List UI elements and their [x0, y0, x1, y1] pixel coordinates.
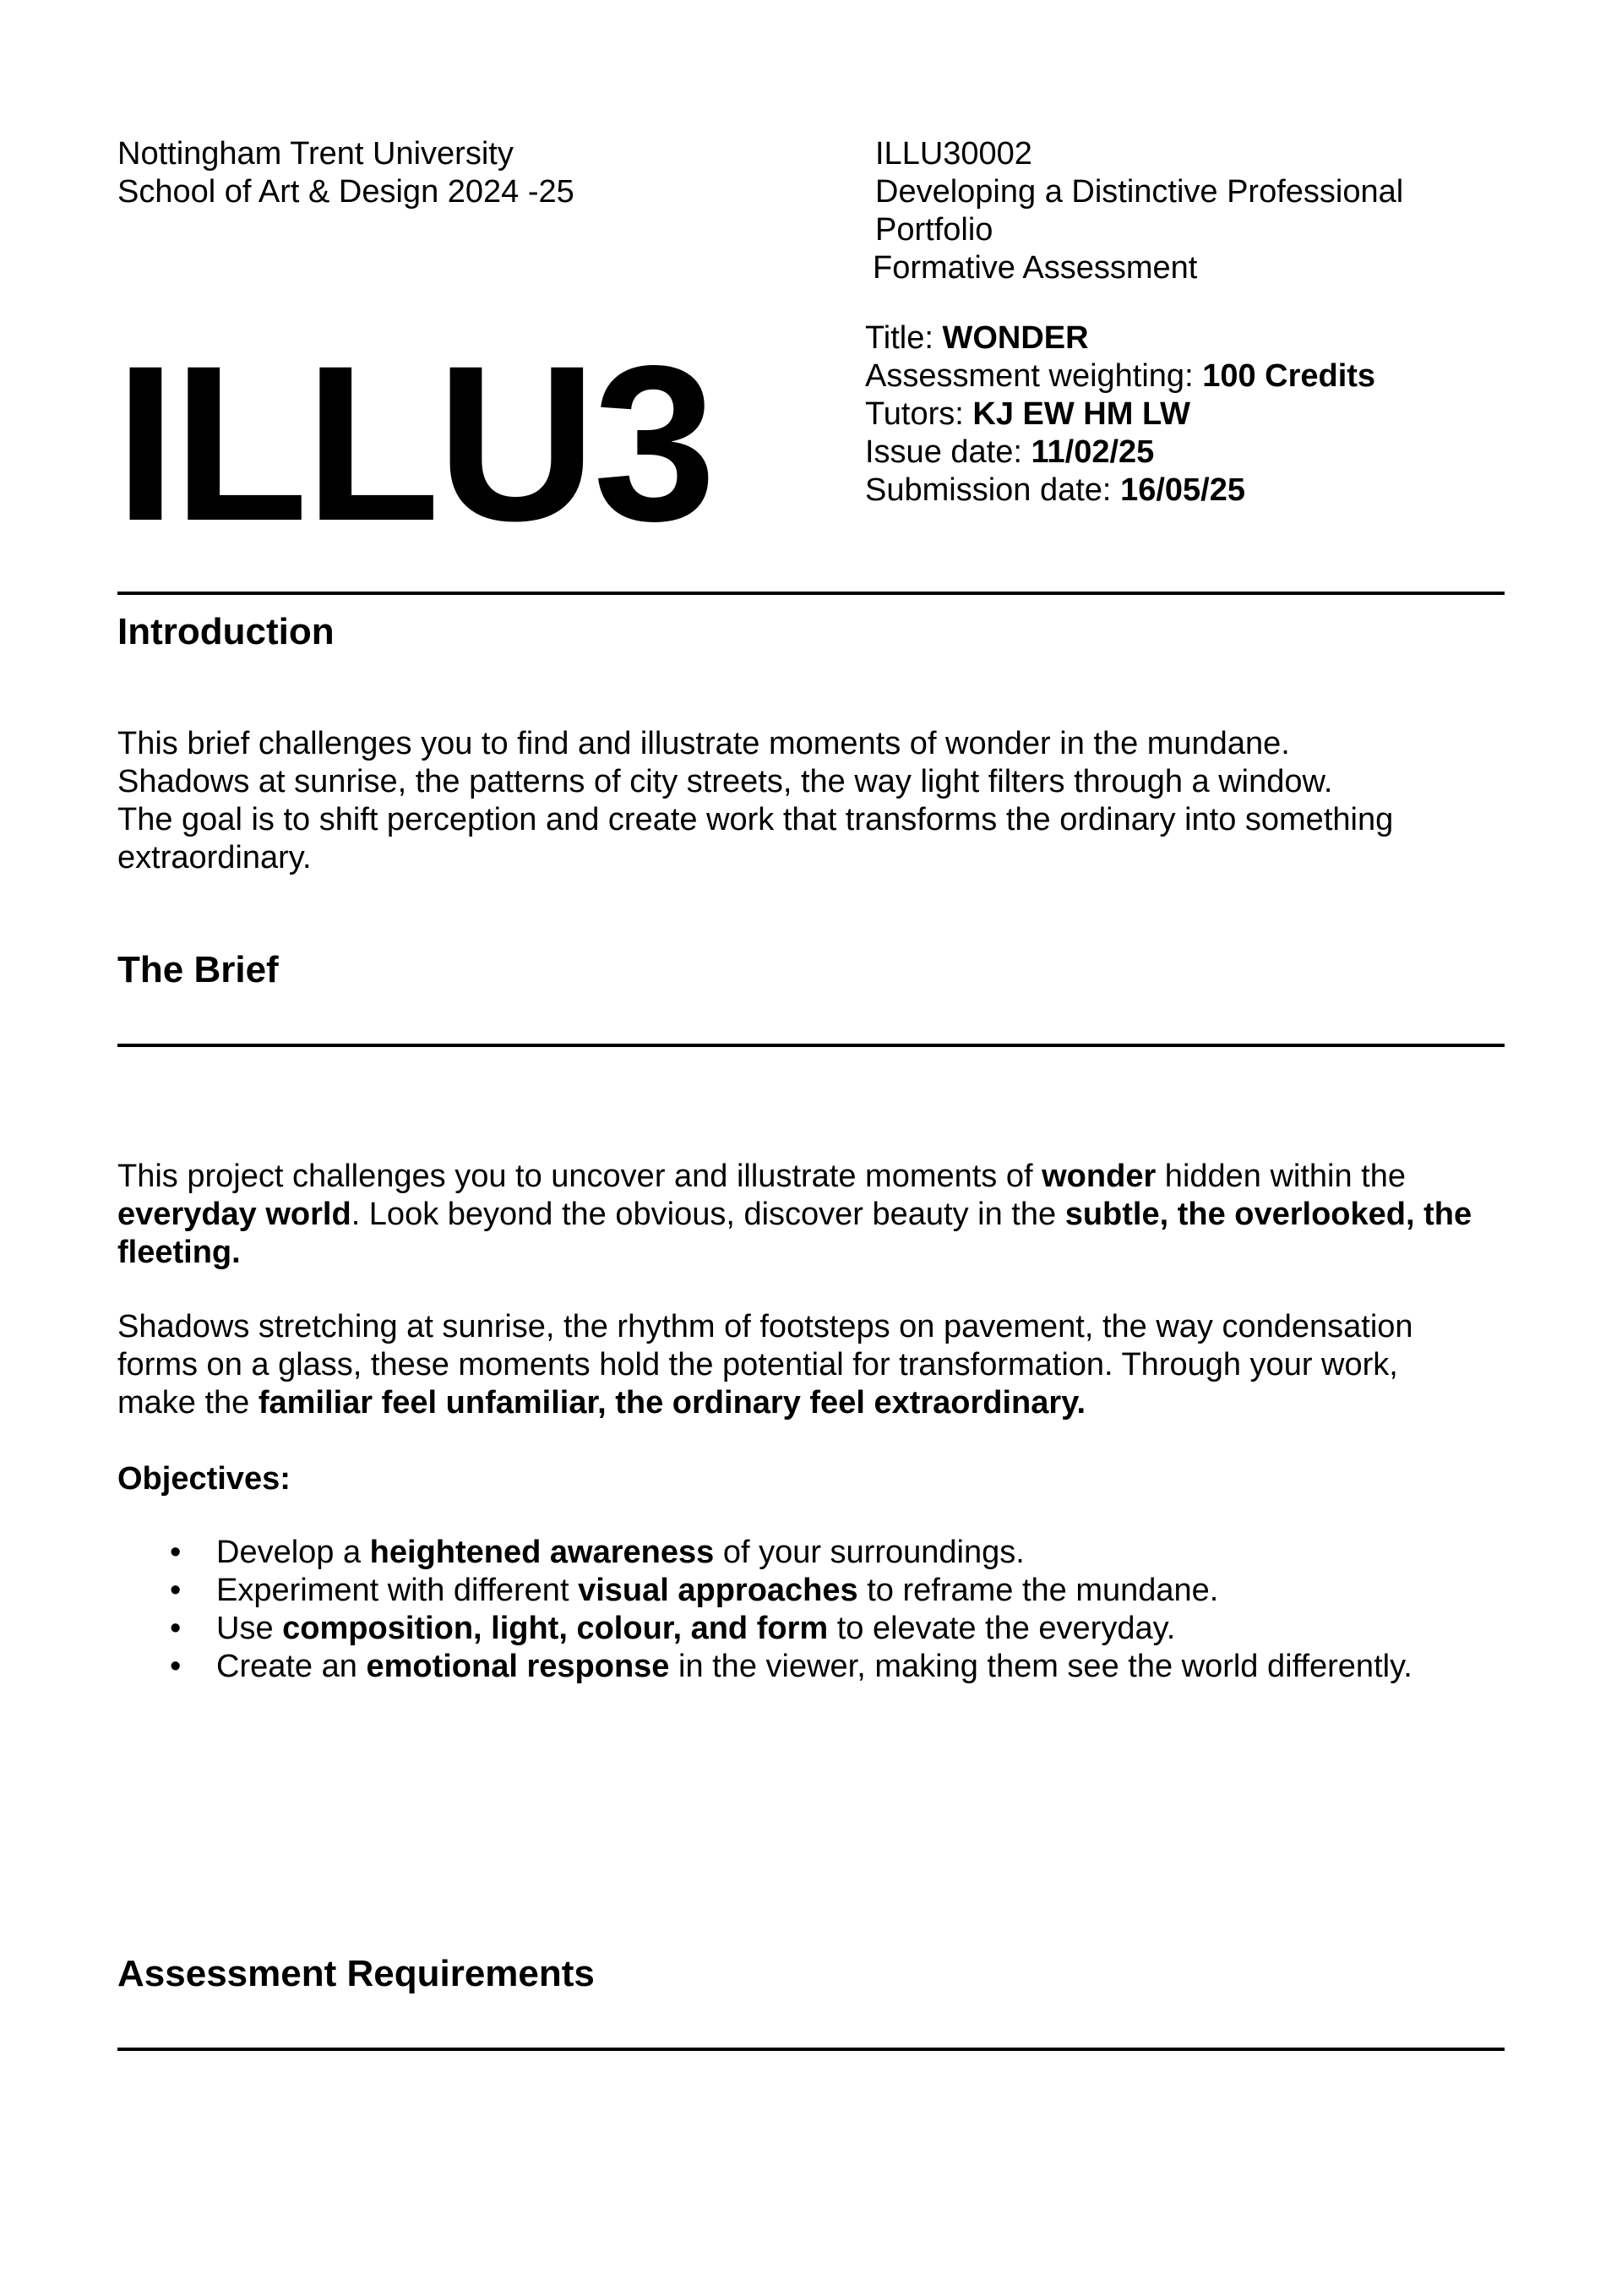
bullet-icon: • — [170, 1535, 182, 1570]
submission-date-label: Submission date: — [865, 472, 1121, 508]
tutors-value: KJ EW HM LW — [972, 396, 1190, 432]
weighting-label: Assessment weighting: — [865, 358, 1203, 394]
emphasis-text: visual approaches — [578, 1573, 858, 1608]
assessment-requirements-heading: Assessment Requirements — [117, 1953, 595, 1994]
text-line — [117, 1158, 1511, 1196]
list-item — [117, 1648, 1412, 1686]
issue-date — [865, 434, 1154, 472]
text-run: Experiment with different — [216, 1573, 579, 1608]
bullet-icon: • — [170, 1573, 182, 1608]
submission-date-value: 16/05/25 — [1120, 472, 1245, 508]
introduction-line: This brief challenges you to find and illustrate moments of wonder in the mundane. — [117, 726, 1290, 761]
introduction-line: The goal is to shift perception and create work that transforms the ordinary into something — [117, 802, 1394, 837]
list-item — [117, 1534, 1412, 1572]
weighting-value: 100 Credits — [1202, 358, 1376, 394]
text-line: forms on a glass, these moments hold the potential for transformation. Through your work, — [117, 1347, 1398, 1383]
text-line: Shadows stretching at sunrise, the rhythm of footsteps on pavement, the way condensation — [117, 1309, 1413, 1344]
brief-heading: The Brief — [117, 949, 279, 990]
text-line — [117, 1196, 1511, 1234]
brief-paragraph-1 — [117, 1158, 1511, 1272]
university-name: Nottingham Trent University — [117, 136, 514, 172]
emphasis-text: composition, light, colour, and form — [282, 1611, 829, 1646]
text-run: to elevate the everyday. — [828, 1611, 1176, 1646]
bullet-icon: • — [170, 1611, 182, 1646]
objectives-list — [117, 1534, 1412, 1686]
tutors — [865, 395, 1190, 434]
brief-title-label: Title: — [865, 320, 943, 356]
introduction-heading: Introduction — [117, 611, 335, 652]
text-line — [117, 1384, 1511, 1422]
text-run: in the viewer, making them see the world differently. — [669, 1649, 1412, 1684]
introduction-line: Shadows at sunrise, the patterns of city streets, the way light filters through a window. — [117, 764, 1333, 799]
divider — [117, 592, 1505, 595]
issue-date-value: 11/02/25 — [1031, 434, 1155, 470]
emphasis-text: familiar feel unfamiliar, the ordinary feel extraordinary. — [258, 1385, 1086, 1421]
text-line — [117, 1234, 1511, 1272]
module-name-line1: Developing a Distinctive Professional — [875, 174, 1404, 210]
issue-date-label: Issue date: — [865, 434, 1031, 470]
list-item — [117, 1572, 1412, 1610]
emphasis-text: fleeting. — [117, 1235, 241, 1270]
text-run: to reframe the mundane. — [857, 1573, 1219, 1608]
school-name: School of Art & Design 2024 -25 — [117, 174, 574, 210]
text-run: Use — [216, 1611, 283, 1646]
objectives-heading: Objectives: — [117, 1461, 291, 1497]
assessment-type: Formative Assessment — [873, 250, 1198, 286]
introduction-text — [117, 725, 1511, 877]
brief-paragraph-2 — [117, 1308, 1511, 1422]
list-item — [117, 1610, 1412, 1648]
divider — [117, 1044, 1505, 1047]
text-run: make the — [117, 1385, 259, 1421]
text-run: . Look beyond the obvious, discover beauty in the — [351, 1197, 1065, 1232]
assessment-weighting — [865, 357, 1375, 395]
submission-date — [865, 472, 1245, 510]
text-run: of your surroundings. — [714, 1535, 1025, 1570]
module-name-line2: Portfolio — [875, 212, 993, 248]
emphasis-text: everyday world — [117, 1197, 351, 1232]
divider — [117, 2048, 1505, 2051]
emphasis-text: wonder — [1042, 1159, 1157, 1194]
emphasis-text: emotional response — [366, 1649, 670, 1684]
text-run: Create an — [216, 1649, 367, 1684]
module-code: ILLU30002 — [875, 136, 1032, 172]
introduction-line: extraordinary. — [117, 840, 312, 875]
tutors-label: Tutors: — [865, 396, 973, 432]
brief-title — [865, 319, 1089, 357]
emphasis-text: heightened awareness — [369, 1535, 715, 1570]
text-run: hidden within the — [1156, 1159, 1407, 1194]
emphasis-text: subtle, the overlooked, the — [1064, 1197, 1472, 1232]
text-run: Develop a — [216, 1535, 370, 1570]
bullet-icon: • — [170, 1649, 182, 1684]
course-code-title: ILLU3 — [115, 319, 713, 567]
text-run: This project challenges you to uncover and illustrate moments of — [117, 1159, 1042, 1194]
brief-title-value: WONDER — [942, 320, 1089, 356]
